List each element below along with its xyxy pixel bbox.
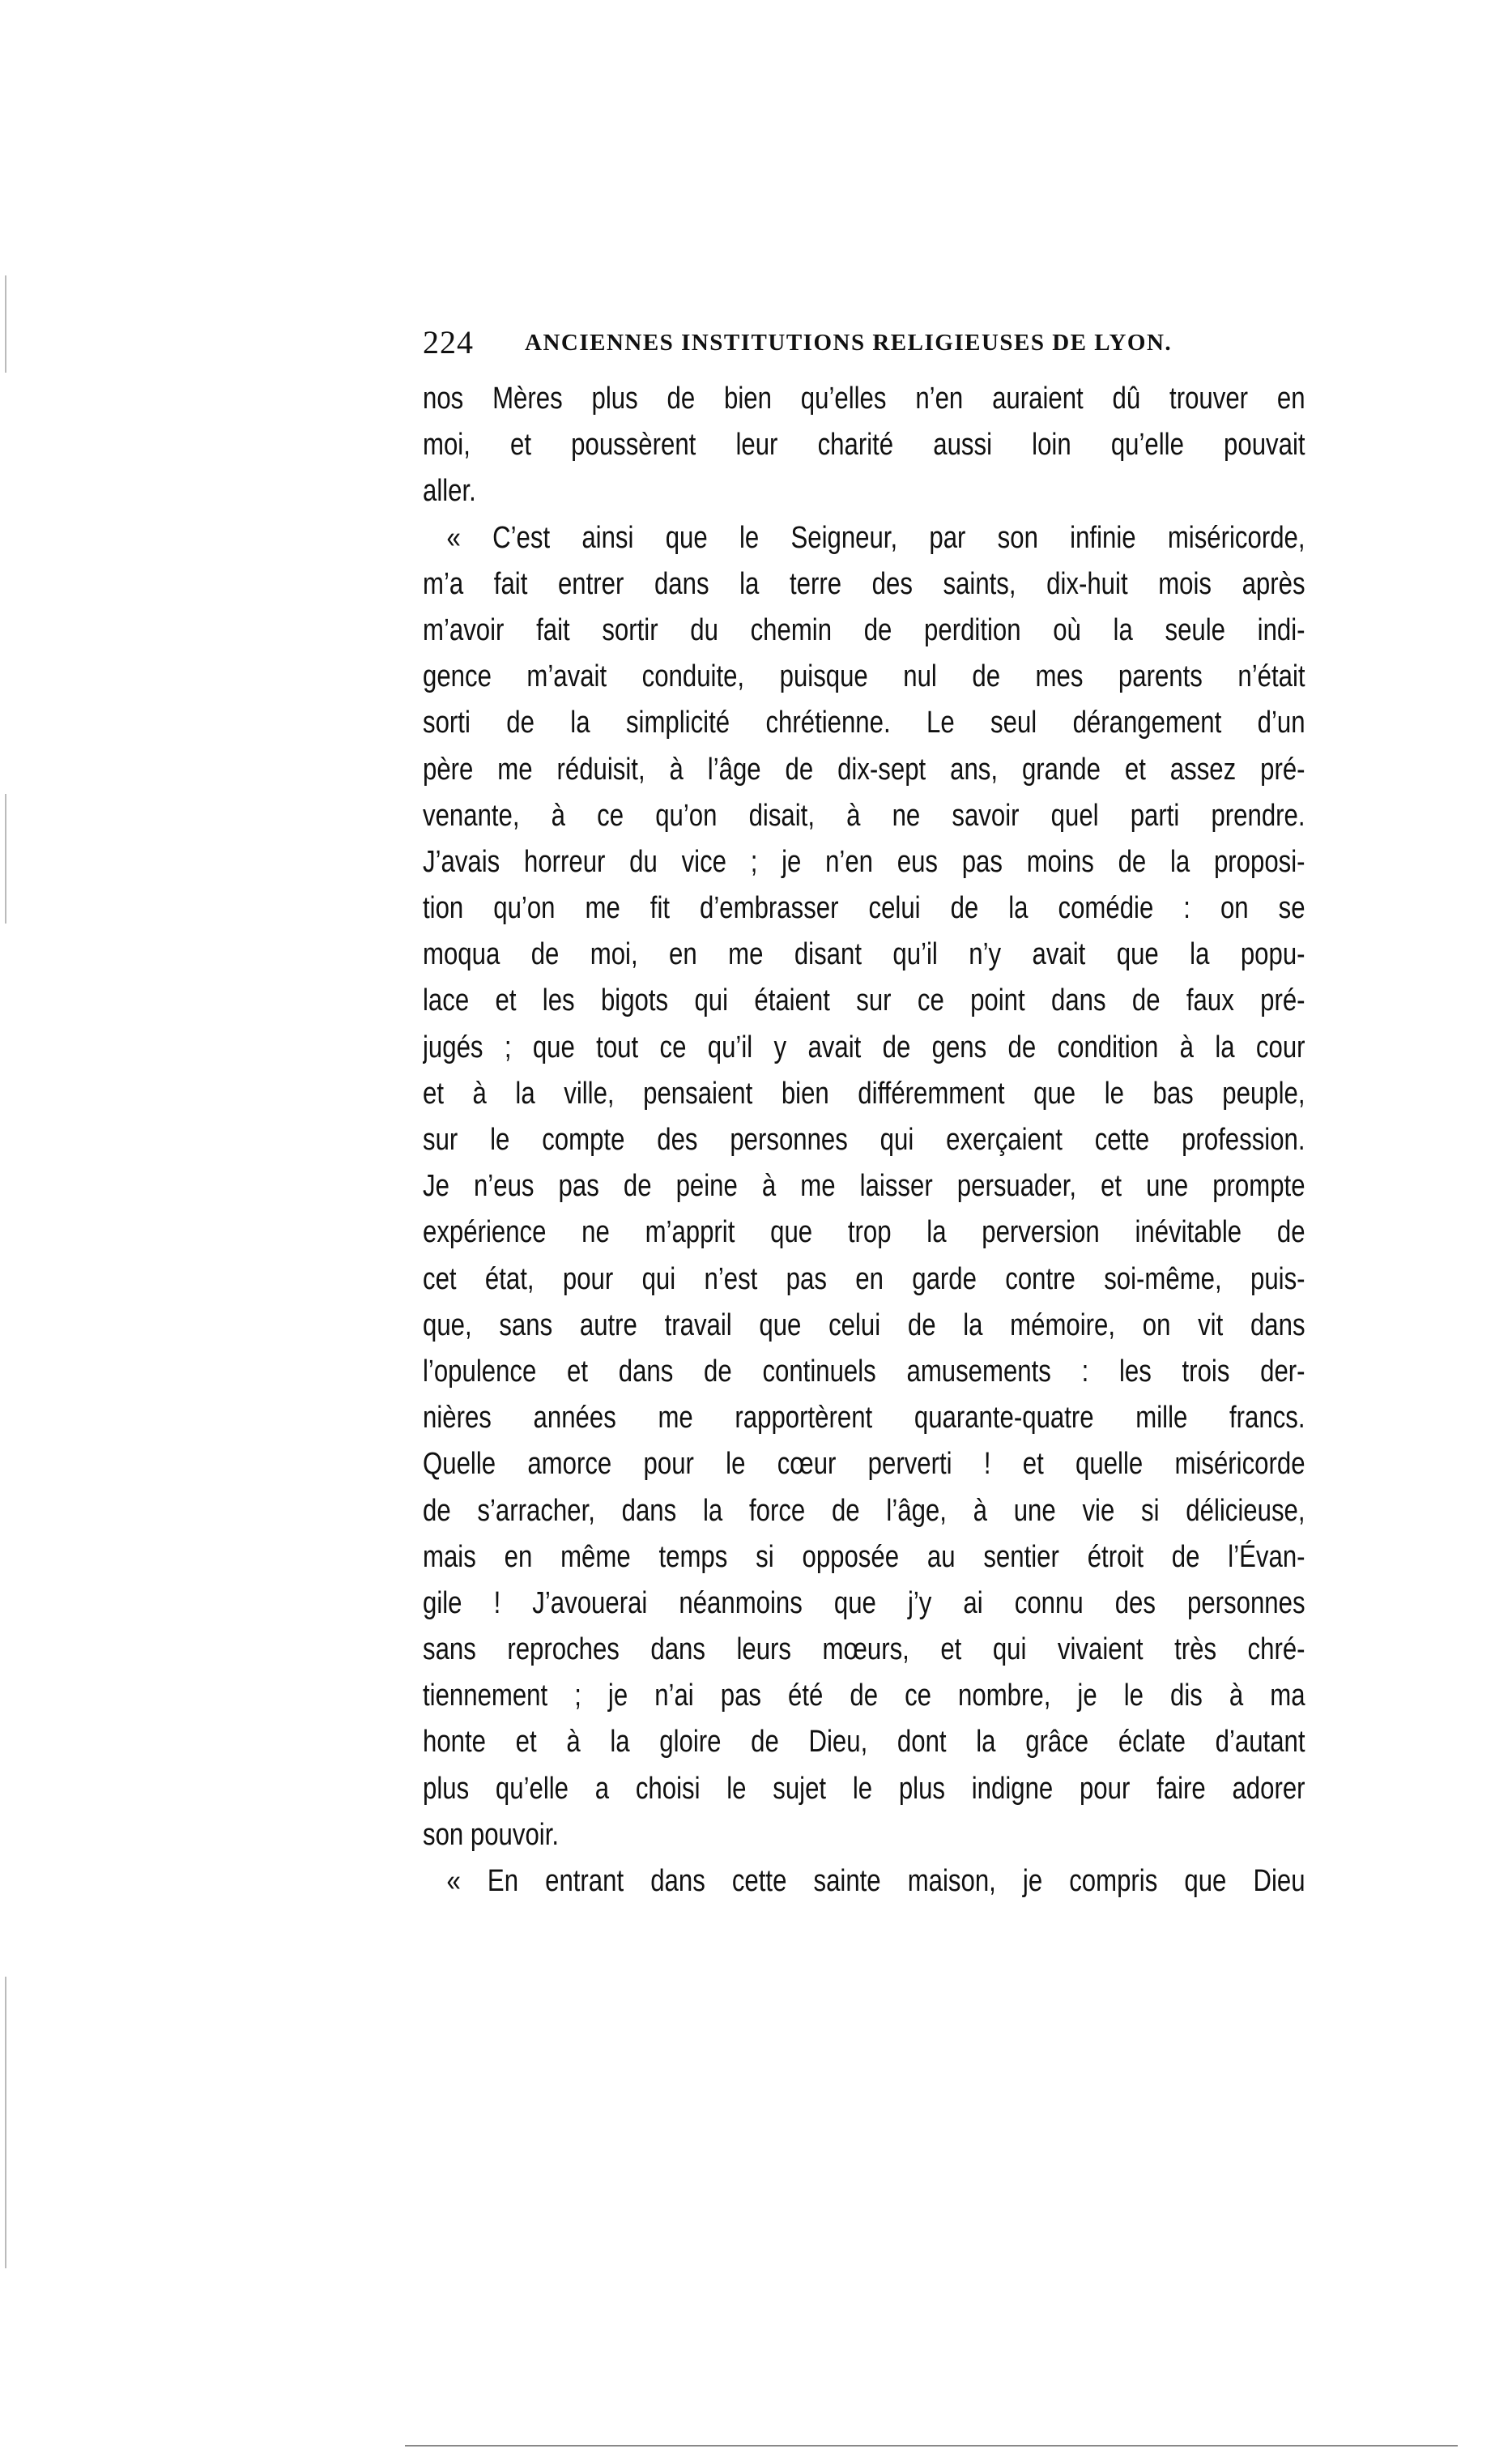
text-line: J’avais horreur du vice ; je n’en eus pas moins de la proposi- bbox=[423, 844, 1305, 879]
left-edge-mark bbox=[5, 794, 6, 924]
text-line: expérience ne m’apprit que trop la perversion inévitable de bbox=[423, 1215, 1305, 1250]
bottom-scan-rule bbox=[405, 2445, 1458, 2447]
text-line: gence m’avait conduite, puisque nul de mes parents n’était bbox=[423, 659, 1305, 694]
text-line: cet état, pour qui n’est pas en garde contre soi-même, puis- bbox=[423, 1261, 1305, 1296]
text-line: père me réduisit, à l’âge de dix-sept ans, grande et assez pré- bbox=[423, 752, 1305, 787]
left-edge-mark bbox=[5, 275, 6, 373]
text-line: moi, et poussèrent leur charité aussi loin qu’elle pouvait bbox=[423, 428, 1305, 463]
text-line: m’a fait entrer dans la terre des saints, dix-huit mois après bbox=[423, 566, 1305, 601]
text-line: l’opulence et dans de continuels amusements : les trois der- bbox=[423, 1354, 1305, 1389]
text-line: m’avoir fait sortir du chemin de perdition où la seule indi- bbox=[423, 612, 1305, 647]
text-line: et à la ville, pensaient bien différemment que le bas peuple, bbox=[423, 1076, 1305, 1111]
text-line: sur le compte des personnes qui exerçaient cette profession. bbox=[423, 1123, 1305, 1157]
text-line: tion qu’on me fit d’embrasser celui de la comédie : on se bbox=[423, 891, 1305, 926]
text-line: sorti de la simplicité chrétienne. Le seul dérangement d’un bbox=[423, 706, 1305, 740]
text-line: plus qu’elle a choisi le sujet le plus indigne pour faire adorer bbox=[423, 1771, 1305, 1806]
left-edge-mark bbox=[5, 1977, 6, 2268]
text-line: Quelle amorce pour le cœur perverti ! et quelle miséricorde bbox=[423, 1447, 1305, 1482]
text-line: aller. bbox=[423, 474, 476, 509]
text-line: lace et les bigots qui étaient sur ce point dans de faux pré- bbox=[423, 983, 1305, 1018]
text-line: venante, à ce qu’on disait, à ne savoir quel parti prendre. bbox=[423, 798, 1305, 833]
page-header bbox=[423, 322, 1305, 363]
running-head: ANCIENNES INSTITUTIONS RELIGIEUSES DE LYON. bbox=[525, 330, 1173, 356]
text-line: honte et à la gloire de Dieu, dont la grâce éclate d’autant bbox=[423, 1725, 1305, 1760]
text-line: moqua de moi, en me disant qu’il n’y avait que la popu- bbox=[423, 937, 1305, 972]
text-line: son pouvoir. bbox=[423, 1817, 560, 1852]
text-line: gile ! J’avouerai néanmoins que j’y ai connu des personnes bbox=[423, 1585, 1305, 1620]
page-number: 224 bbox=[423, 324, 474, 360]
text-line: nières années me rapportèrent quarante-quatre mille francs. bbox=[423, 1401, 1305, 1436]
text-line: jugés ; que tout ce qu’il y avait de gens de condition à la cour bbox=[423, 1030, 1305, 1064]
text-line: tiennement ; je n’ai pas été de ce nombre, je le dis à ma bbox=[423, 1679, 1305, 1713]
text-line: que, sans autre travail que celui de la mémoire, on vit dans bbox=[423, 1308, 1305, 1342]
text-line: « En entrant dans cette sainte maison, je compris que Dieu bbox=[446, 1864, 1305, 1898]
text-line: « C’est ainsi que le Seigneur, par son infinie miséricorde, bbox=[446, 520, 1305, 555]
text-line: Je n’eus pas de peine à me laisser persuader, et une prompte bbox=[423, 1169, 1305, 1204]
text-line: nos Mères plus de bien qu’elles n’en auraient dû trouver en bbox=[423, 382, 1305, 416]
body-text bbox=[423, 376, 1305, 1905]
text-line: de s’arracher, dans la force de l’âge, à une vie si délicieuse, bbox=[423, 1493, 1305, 1528]
text-line: sans reproches dans leurs mœurs, et qui vivaient très chré- bbox=[423, 1632, 1305, 1667]
text-line: mais en même temps si opposée au sentier étroit de l’Évan- bbox=[423, 1539, 1305, 1574]
